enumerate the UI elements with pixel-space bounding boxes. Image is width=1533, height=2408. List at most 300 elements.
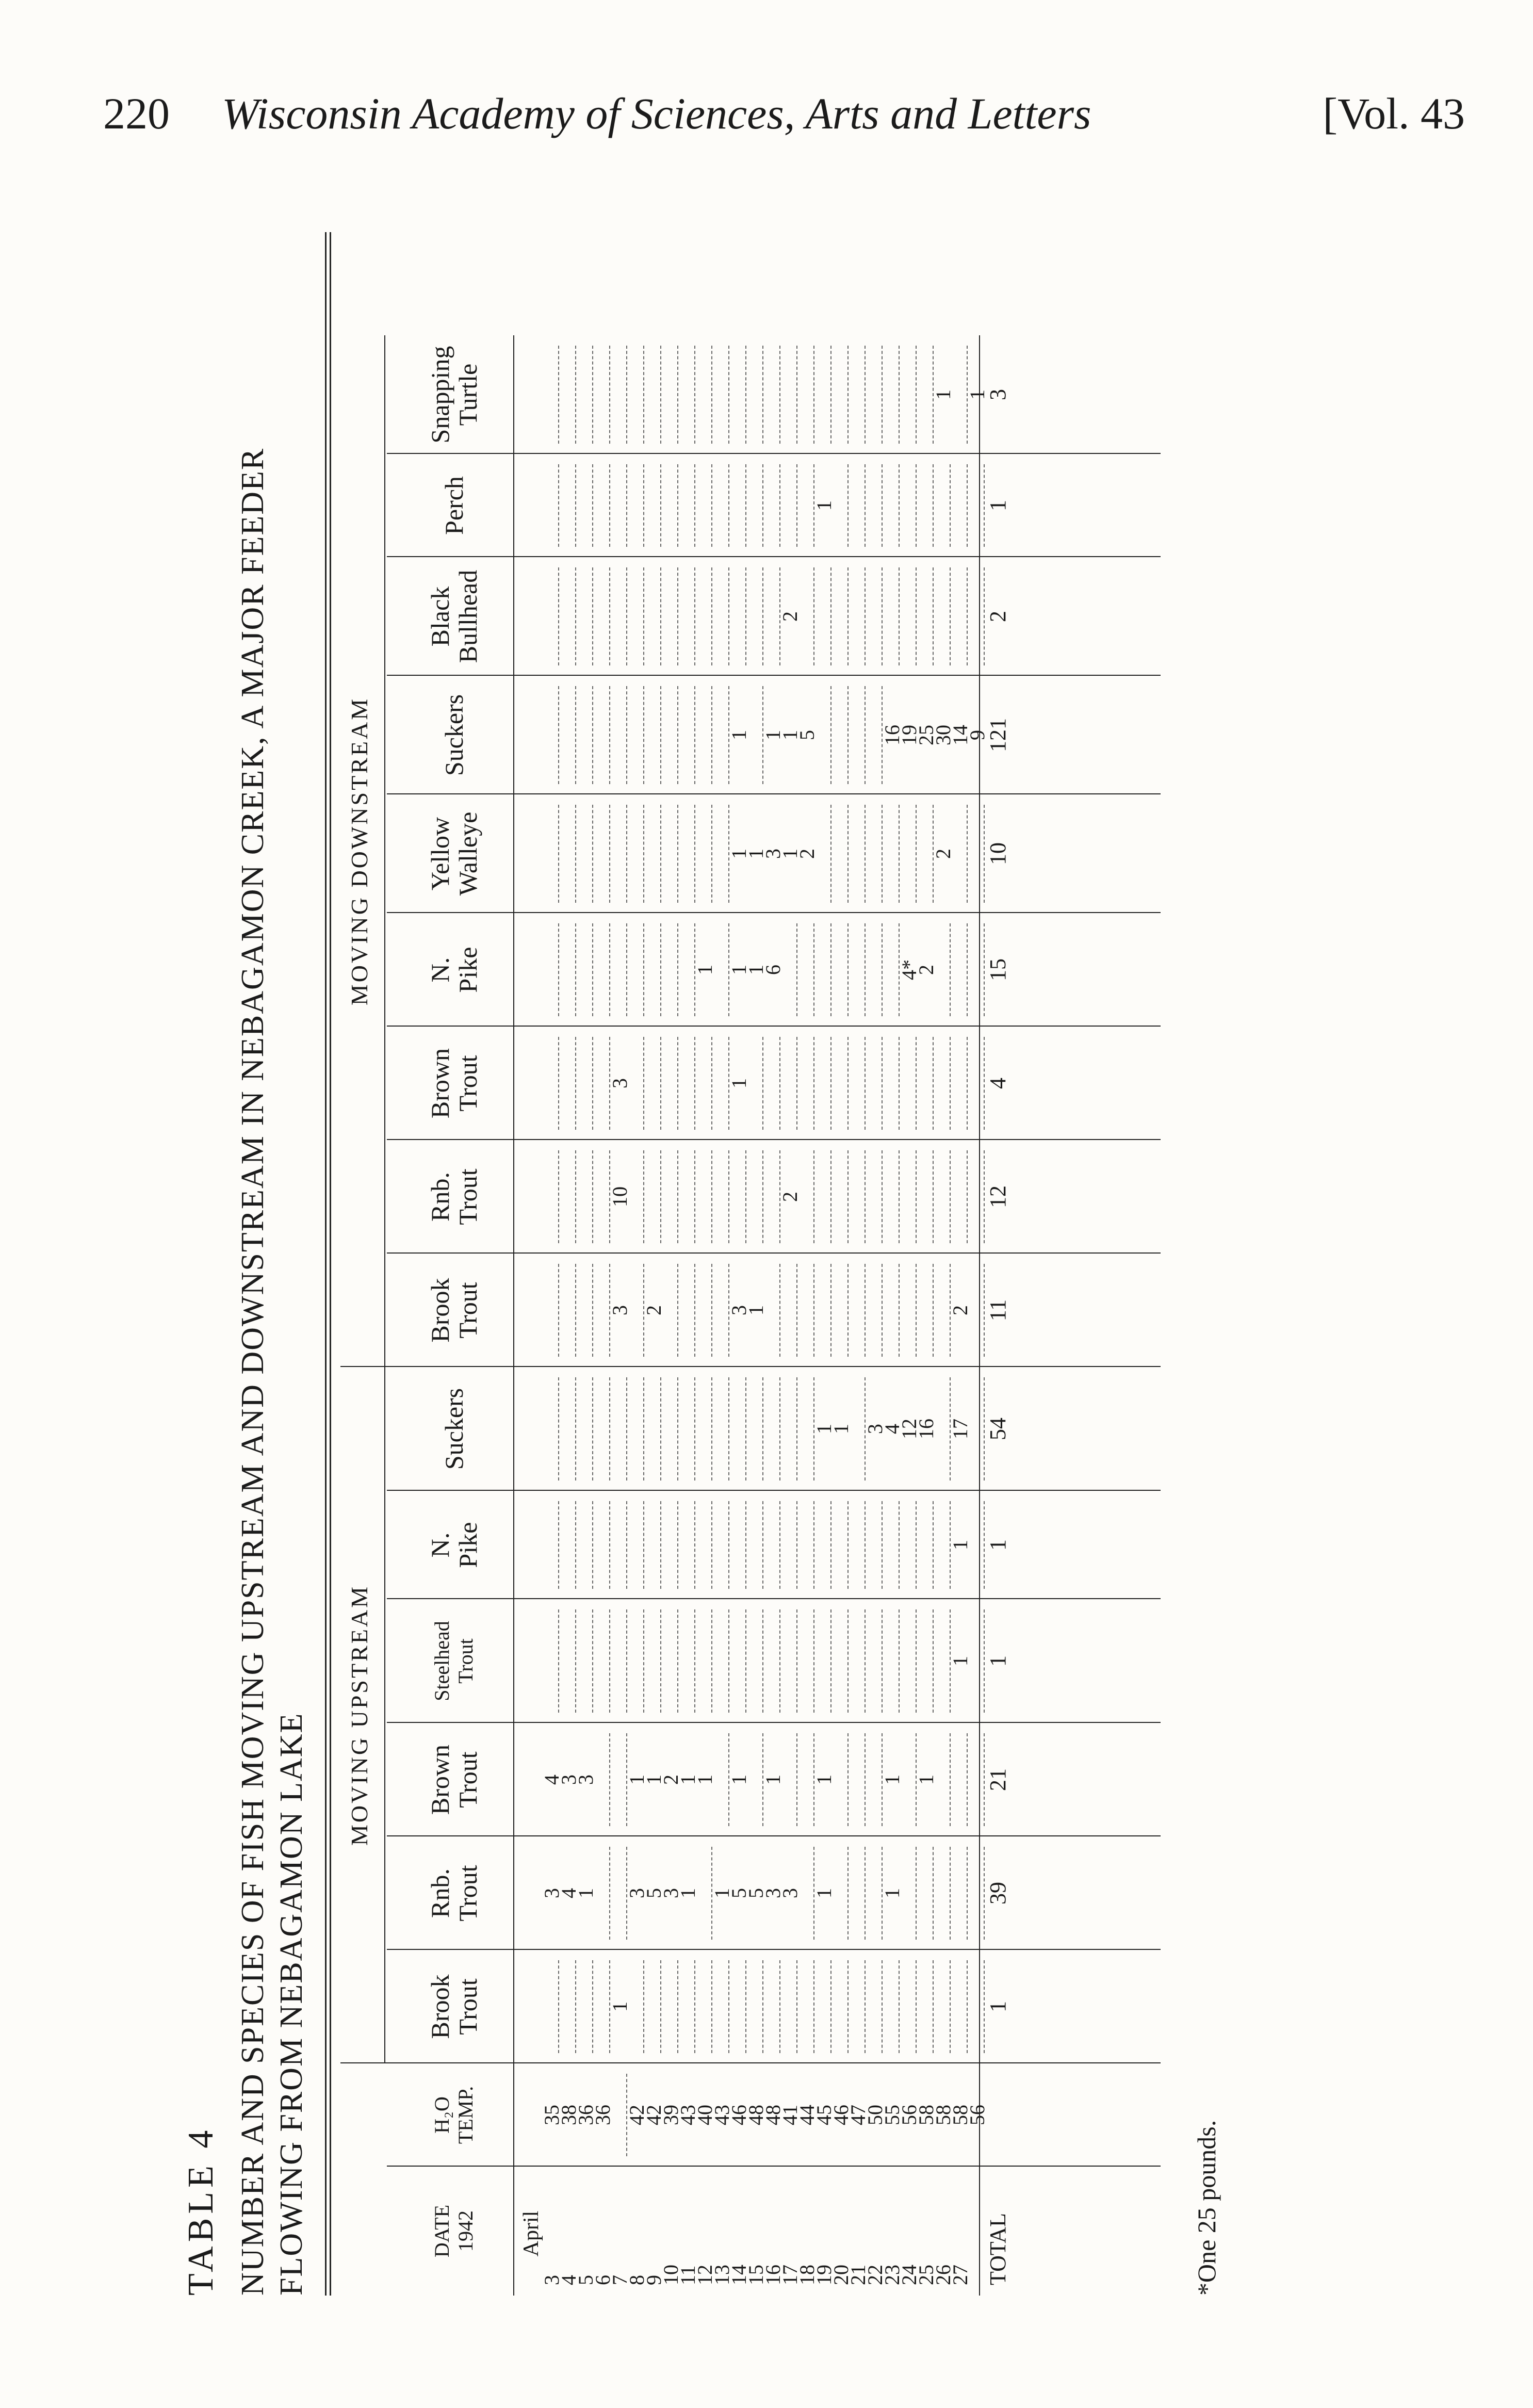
count-cell bbox=[562, 686, 576, 784]
date-cell: 13 bbox=[710, 2265, 733, 2285]
count-cell bbox=[545, 1609, 559, 1713]
count-cell bbox=[596, 686, 610, 784]
count-cell bbox=[766, 1264, 780, 1357]
count-cell bbox=[885, 1150, 900, 1243]
total-cell: 2 bbox=[985, 611, 1010, 622]
count-cell bbox=[783, 1501, 797, 1589]
count-cell: 30 bbox=[932, 725, 955, 745]
date-cell: 3 bbox=[540, 2275, 563, 2285]
count-cell bbox=[698, 567, 712, 665]
count-cell: 4 bbox=[880, 1424, 904, 1434]
count-cell bbox=[885, 1501, 900, 1589]
count-cell bbox=[613, 1609, 627, 1713]
count-cell bbox=[545, 567, 559, 665]
count-cell: 2 bbox=[778, 611, 802, 622]
count-cell bbox=[868, 1150, 883, 1243]
count-cell bbox=[868, 923, 883, 1016]
count-cell: 4* bbox=[898, 959, 921, 980]
count-cell bbox=[817, 1037, 831, 1130]
count-cell bbox=[868, 805, 883, 903]
count-cell bbox=[919, 1960, 934, 2053]
count-cell bbox=[783, 1733, 797, 1826]
count-cell: 1 bbox=[915, 1775, 938, 1785]
count-cell bbox=[902, 567, 917, 665]
group-header-upstream: MOVING UPSTREAM bbox=[346, 1585, 372, 1846]
count-cell bbox=[817, 1960, 831, 2053]
count-cell bbox=[868, 346, 883, 444]
count-cell: 5 bbox=[744, 1888, 768, 1898]
count-cell: 1 bbox=[966, 389, 989, 400]
count-cell bbox=[647, 567, 661, 665]
count-cell bbox=[545, 1150, 559, 1243]
date-cell: 26 bbox=[932, 2265, 955, 2285]
count-cell: 16 bbox=[880, 725, 904, 745]
count-cell bbox=[885, 1960, 900, 2053]
count-cell bbox=[647, 923, 661, 1016]
count-cell bbox=[766, 464, 780, 547]
count-cell bbox=[545, 464, 559, 547]
total-row bbox=[980, 232, 1016, 2296]
count-cell bbox=[800, 1501, 814, 1589]
count-cell bbox=[834, 1733, 849, 1826]
count-cell: 1 bbox=[812, 500, 836, 511]
count-cell bbox=[953, 464, 968, 547]
count-cell bbox=[783, 1960, 797, 2053]
count-cell bbox=[545, 346, 559, 444]
count-cell bbox=[817, 923, 831, 1016]
count-cell bbox=[613, 464, 627, 547]
count-cell bbox=[664, 686, 678, 784]
count-cell: 1 bbox=[676, 1775, 699, 1785]
count-cell bbox=[715, 1960, 729, 2053]
temp-cell: 39 bbox=[659, 2105, 682, 2125]
count-cell bbox=[732, 1609, 746, 1713]
date-cell: 16 bbox=[761, 2265, 785, 2285]
date-cell: 18 bbox=[795, 2265, 819, 2285]
count-cell bbox=[902, 346, 917, 444]
count-cell bbox=[885, 346, 900, 444]
table-number: TABLE 4 bbox=[181, 2126, 221, 2296]
count-cell: 17 bbox=[949, 1419, 972, 1439]
count-cell bbox=[885, 1037, 900, 1130]
date-cell: 4 bbox=[557, 2275, 580, 2285]
count-cell bbox=[681, 1037, 695, 1130]
count-cell bbox=[902, 1264, 917, 1357]
count-cell bbox=[715, 1501, 729, 1589]
temp-cell: 58 bbox=[949, 2105, 972, 2125]
count-cell bbox=[749, 1501, 763, 1589]
count-cell bbox=[681, 1609, 695, 1713]
date-cell: 20 bbox=[829, 2265, 853, 2285]
temp-cell: 38 bbox=[557, 2105, 580, 2125]
count-cell bbox=[698, 1037, 712, 1130]
count-cell bbox=[630, 686, 644, 784]
count-cell bbox=[613, 923, 627, 1016]
date-cell: 12 bbox=[693, 2265, 716, 2285]
count-cell bbox=[664, 346, 678, 444]
count-cell bbox=[732, 567, 746, 665]
count-cell: 1 bbox=[778, 849, 802, 859]
count-cell bbox=[851, 805, 866, 903]
total-cell bbox=[980, 2063, 1016, 2167]
count-cell bbox=[783, 346, 797, 444]
group-rule-upstream bbox=[384, 1367, 385, 2063]
column-header: Rnb. Trout bbox=[426, 1865, 482, 1922]
count-cell bbox=[545, 1037, 559, 1130]
count-cell bbox=[596, 923, 610, 1016]
count-cell bbox=[562, 1377, 576, 1480]
total-cell: 1 bbox=[985, 1655, 1010, 1667]
count-cell bbox=[834, 1037, 849, 1130]
count-cell bbox=[664, 464, 678, 547]
table-caption-line-2: FLOWING FROM NEBAGAMON LAKE bbox=[274, 1712, 309, 2296]
count-cell: 3 bbox=[608, 1305, 631, 1315]
count-cell: 3 bbox=[659, 1888, 682, 1898]
count-cell: 1 bbox=[744, 849, 768, 859]
date-cell: 21 bbox=[846, 2265, 870, 2285]
count-cell bbox=[834, 1847, 849, 1940]
count-cell bbox=[817, 686, 831, 784]
count-cell bbox=[698, 464, 712, 547]
count-cell bbox=[834, 923, 849, 1016]
count-cell bbox=[953, 1847, 968, 1940]
count-cell bbox=[715, 1609, 729, 1713]
count-cell bbox=[868, 1960, 883, 2053]
count-cell bbox=[545, 805, 559, 903]
temp-cell: 58 bbox=[932, 2105, 955, 2125]
temp-cell: 36 bbox=[591, 2105, 614, 2125]
count-cell bbox=[766, 1377, 780, 1480]
count-cell bbox=[834, 1501, 849, 1589]
count-cell bbox=[953, 923, 968, 1016]
count-cell bbox=[919, 1609, 934, 1713]
date-cell: 15 bbox=[744, 2265, 768, 2285]
count-cell bbox=[579, 1377, 593, 1480]
count-cell: 1 bbox=[932, 389, 955, 400]
count-cell bbox=[596, 1609, 610, 1713]
column-header: Brook Trout bbox=[426, 1278, 482, 1343]
count-cell bbox=[681, 346, 695, 444]
count-cell bbox=[715, 464, 729, 547]
count-cell bbox=[562, 464, 576, 547]
count-cell bbox=[885, 1609, 900, 1713]
count-cell: 1 bbox=[676, 1888, 699, 1898]
total-cell: 12 bbox=[985, 1185, 1010, 1208]
count-cell: 2 bbox=[949, 1305, 972, 1315]
count-cell bbox=[953, 1960, 968, 2053]
count-cell bbox=[800, 1609, 814, 1713]
temp-cell: 41 bbox=[778, 2105, 802, 2125]
count-cell bbox=[630, 1377, 644, 1480]
total-cell: 4 bbox=[985, 1078, 1010, 1089]
count-cell: 1 bbox=[812, 1888, 836, 1898]
count-cell bbox=[647, 1609, 661, 1713]
count-cell: 2 bbox=[932, 849, 955, 859]
count-cell bbox=[562, 1264, 576, 1357]
column-header: H₂O TEMP. bbox=[430, 2086, 477, 2144]
count-cell bbox=[664, 1377, 678, 1480]
count-cell bbox=[647, 1150, 661, 1243]
count-cell: 3 bbox=[761, 1888, 785, 1898]
count-cell bbox=[817, 567, 831, 665]
count-cell: 3 bbox=[778, 1888, 802, 1898]
count-cell bbox=[647, 464, 661, 547]
count-cell bbox=[936, 567, 951, 665]
count-cell bbox=[698, 1264, 712, 1357]
temp-cell: 35 bbox=[540, 2105, 563, 2125]
count-cell bbox=[834, 1960, 849, 2053]
column-header: Steelhead Trout bbox=[430, 1621, 477, 1701]
count-cell bbox=[817, 1609, 831, 1713]
count-cell bbox=[800, 1264, 814, 1357]
count-cell bbox=[596, 1733, 610, 1826]
count-cell: 1 bbox=[727, 730, 751, 740]
count-cell: 1 bbox=[693, 965, 716, 975]
count-cell bbox=[681, 1150, 695, 1243]
total-cell: 1 bbox=[985, 1539, 1010, 1551]
count-cell: 1 bbox=[744, 1305, 768, 1315]
total-cell: 21 bbox=[985, 1768, 1010, 1791]
total-cell: 10 bbox=[985, 842, 1010, 865]
count-cell bbox=[868, 1501, 883, 1589]
date-cell: 22 bbox=[863, 2265, 887, 2285]
count-cell bbox=[664, 1264, 678, 1357]
count-cell: 1 bbox=[761, 730, 785, 740]
count-cell bbox=[630, 346, 644, 444]
date-cell: 5 bbox=[574, 2275, 597, 2285]
count-cell bbox=[579, 464, 593, 547]
count-cell: 1 bbox=[829, 1424, 853, 1434]
temp-cell: 44 bbox=[795, 2105, 819, 2125]
count-cell: 3 bbox=[863, 1424, 887, 1434]
total-cell: 121 bbox=[985, 718, 1010, 752]
count-cell: 6 bbox=[761, 965, 785, 975]
date-cell: 6 bbox=[591, 2275, 614, 2285]
column-header: Yellow Walleye bbox=[426, 811, 482, 896]
count-cell bbox=[664, 1609, 678, 1713]
count-cell: 1 bbox=[710, 1888, 733, 1898]
count-cell bbox=[800, 567, 814, 665]
count-cell bbox=[562, 1609, 576, 1713]
count-cell bbox=[834, 805, 849, 903]
count-cell: 2 bbox=[659, 1775, 682, 1785]
count-cell: 1 bbox=[949, 1540, 972, 1550]
count-cell bbox=[851, 1960, 866, 2053]
column-header: Snapping Turtle bbox=[426, 346, 482, 444]
count-cell: 1 bbox=[727, 1775, 751, 1785]
rotated-table-frame bbox=[181, 232, 1264, 2296]
month-label: April bbox=[519, 2210, 543, 2257]
count-cell bbox=[579, 1960, 593, 2053]
count-cell bbox=[834, 686, 849, 784]
count-cell bbox=[851, 1847, 866, 1940]
total-cell: 54 bbox=[985, 1418, 1010, 1440]
column-header: N. Pike bbox=[426, 1522, 482, 1568]
count-cell bbox=[681, 686, 695, 784]
count-cell bbox=[732, 1377, 746, 1480]
count-cell bbox=[681, 464, 695, 547]
date-cell: 17 bbox=[778, 2265, 802, 2285]
count-cell: 25 bbox=[915, 725, 938, 745]
count-cell: 1 bbox=[727, 1078, 751, 1088]
count-cell bbox=[749, 1150, 763, 1243]
count-cell bbox=[902, 805, 917, 903]
count-cell bbox=[732, 464, 746, 547]
count-cell: 5 bbox=[795, 730, 819, 740]
count-cell bbox=[579, 1037, 593, 1130]
count-cell: 14 bbox=[949, 725, 972, 745]
count-cell bbox=[579, 1150, 593, 1243]
count-cell bbox=[783, 464, 797, 547]
count-cell: 1 bbox=[727, 965, 751, 975]
count-cell bbox=[885, 1264, 900, 1357]
count-cell bbox=[681, 805, 695, 903]
count-cell: 1 bbox=[693, 1775, 716, 1785]
count-cell bbox=[851, 686, 866, 784]
count-cell bbox=[834, 1609, 849, 1713]
count-cell bbox=[681, 1960, 695, 2053]
date-cell: 23 bbox=[880, 2265, 904, 2285]
count-cell bbox=[579, 923, 593, 1016]
count-cell bbox=[545, 1377, 559, 1480]
count-cell bbox=[698, 1960, 712, 2053]
count-cell bbox=[749, 1609, 763, 1713]
count-cell bbox=[902, 1847, 917, 1940]
count-cell bbox=[936, 1847, 951, 1940]
count-cell bbox=[647, 346, 661, 444]
count-cell: 3 bbox=[727, 1305, 751, 1315]
count-cell: 3 bbox=[625, 1888, 648, 1898]
count-cell bbox=[919, 567, 934, 665]
date-cell: 9 bbox=[642, 2275, 665, 2285]
count-cell bbox=[902, 1609, 917, 1713]
count-cell bbox=[800, 923, 814, 1016]
table-top-rule bbox=[325, 232, 331, 2296]
count-cell bbox=[579, 1609, 593, 1713]
count-cell bbox=[545, 1264, 559, 1357]
count-cell bbox=[902, 1037, 917, 1130]
count-cell: 3 bbox=[557, 1775, 580, 1785]
count-cell bbox=[936, 1150, 951, 1243]
count-cell: 1 bbox=[744, 965, 768, 975]
count-cell bbox=[562, 1960, 576, 2053]
count-cell bbox=[834, 1150, 849, 1243]
count-cell bbox=[851, 346, 866, 444]
count-cell bbox=[766, 1960, 780, 2053]
count-cell bbox=[664, 1037, 678, 1130]
count-cell bbox=[545, 923, 559, 1016]
count-cell: 1 bbox=[574, 1888, 597, 1898]
temp-cell: 56 bbox=[966, 2105, 989, 2125]
count-cell bbox=[800, 346, 814, 444]
count-cell bbox=[749, 1037, 763, 1130]
temp-cell: 56 bbox=[898, 2105, 921, 2125]
count-cell bbox=[749, 1377, 763, 1480]
count-cell: 1 bbox=[625, 1775, 648, 1785]
volume-label: [Vol. 43 bbox=[1323, 89, 1465, 138]
count-cell bbox=[800, 1037, 814, 1130]
count-cell bbox=[817, 1150, 831, 1243]
count-cell bbox=[545, 1501, 559, 1589]
count-cell bbox=[579, 567, 593, 665]
count-cell bbox=[562, 1501, 576, 1589]
count-cell: 1 bbox=[812, 1424, 836, 1434]
count-cell bbox=[579, 1501, 593, 1589]
count-cell bbox=[783, 1609, 797, 1713]
count-cell: 1 bbox=[642, 1775, 665, 1785]
column-header: Suckers bbox=[439, 694, 468, 776]
count-cell bbox=[664, 567, 678, 665]
count-cell bbox=[851, 464, 866, 547]
count-cell bbox=[579, 805, 593, 903]
count-cell: 1 bbox=[880, 1775, 904, 1785]
count-cell bbox=[851, 1501, 866, 1589]
count-cell bbox=[851, 1037, 866, 1130]
count-cell bbox=[749, 464, 763, 547]
count-cell bbox=[562, 567, 576, 665]
count-cell bbox=[953, 805, 968, 903]
count-cell bbox=[698, 1609, 712, 1713]
temp-cell: 47 bbox=[846, 2105, 870, 2125]
date-cell: 7 bbox=[608, 2275, 631, 2285]
total-cell: 39 bbox=[985, 1882, 1010, 1905]
count-cell bbox=[800, 1150, 814, 1243]
count-cell bbox=[766, 1609, 780, 1713]
count-cell bbox=[664, 805, 678, 903]
count-cell bbox=[630, 1609, 644, 1713]
count-cell bbox=[562, 1150, 576, 1243]
total-cell: 15 bbox=[985, 958, 1010, 981]
count-cell bbox=[562, 805, 576, 903]
count-cell bbox=[613, 346, 627, 444]
date-cell: 11 bbox=[676, 2265, 699, 2285]
count-cell bbox=[851, 1609, 866, 1713]
count-cell bbox=[562, 923, 576, 1016]
count-cell bbox=[868, 464, 883, 547]
count-cell bbox=[783, 1377, 797, 1480]
count-cell bbox=[817, 346, 831, 444]
column-header: DATE 1942 bbox=[430, 2204, 477, 2258]
header-rule bbox=[513, 335, 514, 2296]
count-cell bbox=[596, 805, 610, 903]
count-cell bbox=[919, 1264, 934, 1357]
temp-cell: 45 bbox=[812, 2105, 836, 2125]
temp-cell: 48 bbox=[761, 2105, 785, 2125]
count-cell bbox=[749, 1960, 763, 2053]
temp-cell: 43 bbox=[676, 2105, 699, 2125]
count-cell: 12 bbox=[898, 1419, 921, 1439]
count-cell bbox=[766, 1501, 780, 1589]
count-cell bbox=[936, 923, 951, 1016]
count-cell: 9 bbox=[966, 730, 989, 740]
running-head bbox=[103, 77, 1465, 150]
count-cell bbox=[868, 1264, 883, 1357]
count-cell bbox=[715, 1150, 729, 1243]
count-cell bbox=[613, 805, 627, 903]
count-cell bbox=[868, 1609, 883, 1713]
count-cell bbox=[630, 1150, 644, 1243]
count-cell bbox=[596, 464, 610, 547]
count-cell: 3 bbox=[574, 1775, 597, 1785]
count-cell bbox=[936, 1037, 951, 1130]
count-cell bbox=[766, 1037, 780, 1130]
count-cell bbox=[596, 567, 610, 665]
count-cell bbox=[953, 1150, 968, 1243]
count-cell bbox=[732, 1501, 746, 1589]
count-cell bbox=[562, 346, 576, 444]
count-cell bbox=[630, 1501, 644, 1589]
column-header: Rnb. Trout bbox=[426, 1168, 482, 1225]
